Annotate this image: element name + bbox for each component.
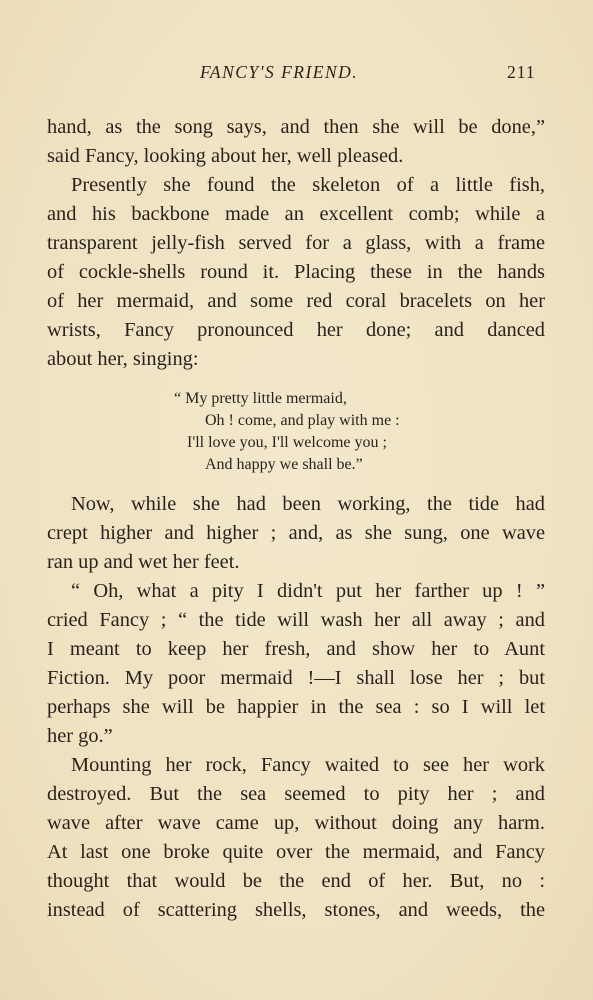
text-line: Mounting her rock, Fancy waited to see her work xyxy=(71,754,545,776)
text-line: of her mermaid, and some red coral bracelets on her xyxy=(47,290,545,312)
text-line: instead of scattering shells, stones, and weeds, the xyxy=(47,899,545,921)
text-line: transparent jelly-fish served for a glass, with a frame xyxy=(47,232,545,254)
text-line: Now, while she had been working, the tide had xyxy=(71,493,545,515)
text-line: about her, singing: xyxy=(47,348,199,370)
page-number: 211 xyxy=(507,62,536,82)
text-line: said Fancy, looking about her, well pleased. xyxy=(47,145,404,167)
text-line: ran up and wet her feet. xyxy=(47,551,240,573)
running-head xyxy=(0,62,593,86)
text-line: crept higher and higher ; and, as she sung, one wave xyxy=(47,522,545,544)
text-line: her go.” xyxy=(47,725,113,747)
text-line: I meant to keep her fresh, and show her to Aunt xyxy=(47,638,545,660)
text-line: wave after wave came up, without doing any harm. xyxy=(47,812,545,834)
text-line: and his backbone made an excellent comb; while a xyxy=(47,203,545,225)
text-line: “ Oh, what a pity I didn't put her farther up ! ” xyxy=(71,580,545,602)
text-line: Presently she found the skeleton of a little fish, xyxy=(71,174,545,196)
text-line: perhaps she will be happier in the sea : so I will let xyxy=(47,696,545,718)
text-line: of cockle-shells round it. Placing these in the hands xyxy=(47,261,545,283)
verse-line: And happy we shall be.” xyxy=(205,456,363,473)
text-line: wrists, Fancy pronounced her done; and danced xyxy=(47,319,545,341)
text-line: hand, as the song says, and then she will be done,” xyxy=(47,116,545,138)
text-line: destroyed. But the sea seemed to pity her ; and xyxy=(47,783,545,805)
verse-line: I'll love you, I'll welcome you ; xyxy=(187,434,387,451)
text-line: thought that would be the end of her. But, no : xyxy=(47,870,545,892)
text-line: Fiction. My poor mermaid !—I shall lose her ; but xyxy=(47,667,545,689)
verse-line: Oh ! come, and play with me : xyxy=(205,412,400,429)
text-line: cried Fancy ; “ the tide will wash her all away ; and xyxy=(47,609,545,631)
running-head-title: FANCY'S FRIEND. xyxy=(200,62,359,82)
verse-line: “ My pretty little mermaid, xyxy=(174,390,347,407)
text-line: At last one broke quite over the mermaid, and Fancy xyxy=(47,841,545,863)
